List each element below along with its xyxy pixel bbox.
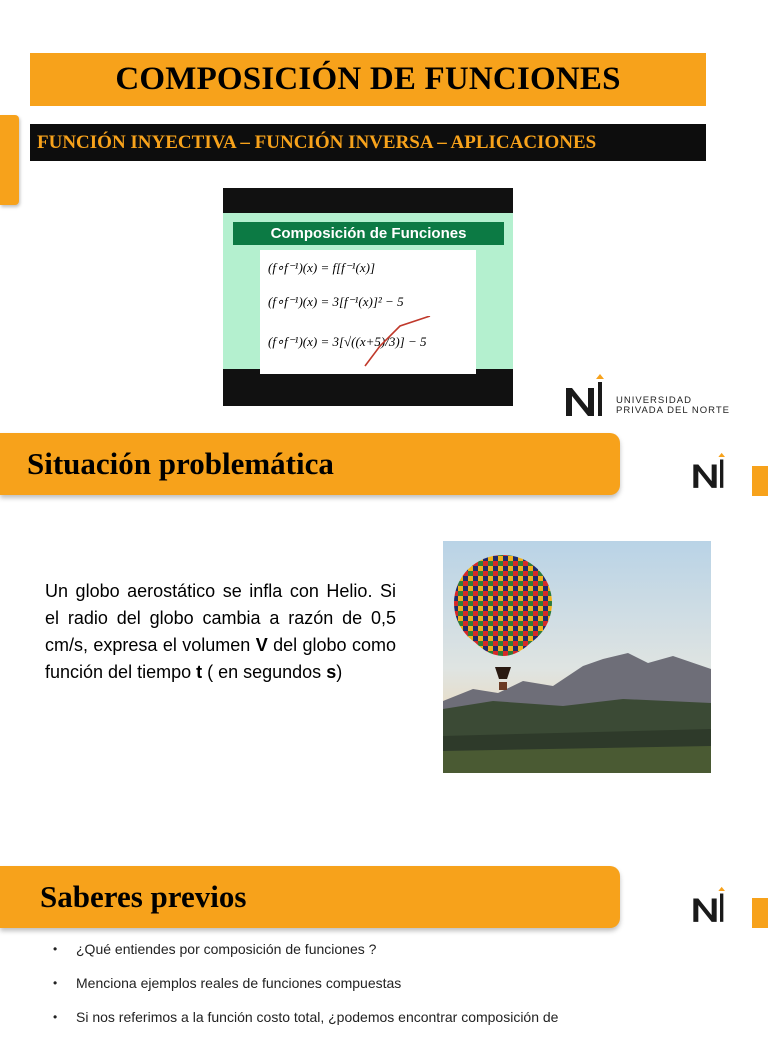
page-title: COMPOSICIÓN DE FUNCIONES <box>115 61 621 97</box>
section-header-saberes <box>0 866 620 928</box>
title-bar <box>30 53 706 106</box>
upn-logo-icon <box>562 374 610 420</box>
side-tab-decoration <box>0 115 19 205</box>
variable-s: s <box>326 662 337 682</box>
text-segment: ( en segundos <box>202 662 327 682</box>
formula-3: (f∘f⁻¹)(x) = 3[√((x+5)/3)] − 5 <box>268 334 427 349</box>
logo-line1: UNIVERSIDAD <box>616 395 692 406</box>
text-segment: Un globo aerostático se infla con Helio. Si el radio del globo cambia a razón de 0,5 cm/s, expresa el volumen <box>45 581 396 655</box>
side-tab-decoration <box>752 898 768 928</box>
section-title: Situación problemática <box>27 446 334 481</box>
subtitle-bar <box>30 124 706 161</box>
problem-statement <box>45 578 396 686</box>
formula-panel <box>260 250 476 374</box>
logo-text <box>616 396 730 416</box>
hot-air-balloon-image <box>443 541 711 773</box>
upn-logo-icon <box>690 886 730 926</box>
side-tab-decoration <box>752 466 768 496</box>
upn-logo-icon <box>690 452 730 492</box>
video-thumbnail[interactable] <box>223 188 513 406</box>
bullet-list <box>53 940 713 1042</box>
formula-2: (f∘f⁻¹)(x) = 3[f⁻¹(x)]² − 5 <box>268 294 404 309</box>
logo-line2: PRIVADA DEL NORTE <box>616 405 730 416</box>
variable-t: t <box>196 662 203 682</box>
section-header-situacion <box>0 433 620 495</box>
text-segment: del globo como función del tiempo <box>45 635 396 682</box>
list-item: • Menciona ejemplos reales de funciones compuestas <box>53 974 713 992</box>
formula-1: (f∘f⁻¹)(x) = f[f⁻¹(x)] <box>268 260 376 275</box>
text-segment: ) <box>336 662 343 682</box>
page-subtitle: FUNCIÓN INYECTIVA – FUNCIÓN INVERSA – APLICACIONES <box>37 131 597 153</box>
section-title: Saberes previos <box>40 879 247 914</box>
list-item: • Si nos referimos a la función costo total, ¿podemos encontrar composición de <box>53 1008 713 1026</box>
variable-v: V <box>255 635 268 655</box>
annotation-check-icon <box>360 316 440 372</box>
upn-logo <box>562 374 752 420</box>
list-item: • ¿Qué entiendes por composición de funciones ? <box>53 940 713 958</box>
video-content <box>223 213 513 369</box>
video-heading: Composición de Funciones <box>233 222 504 245</box>
